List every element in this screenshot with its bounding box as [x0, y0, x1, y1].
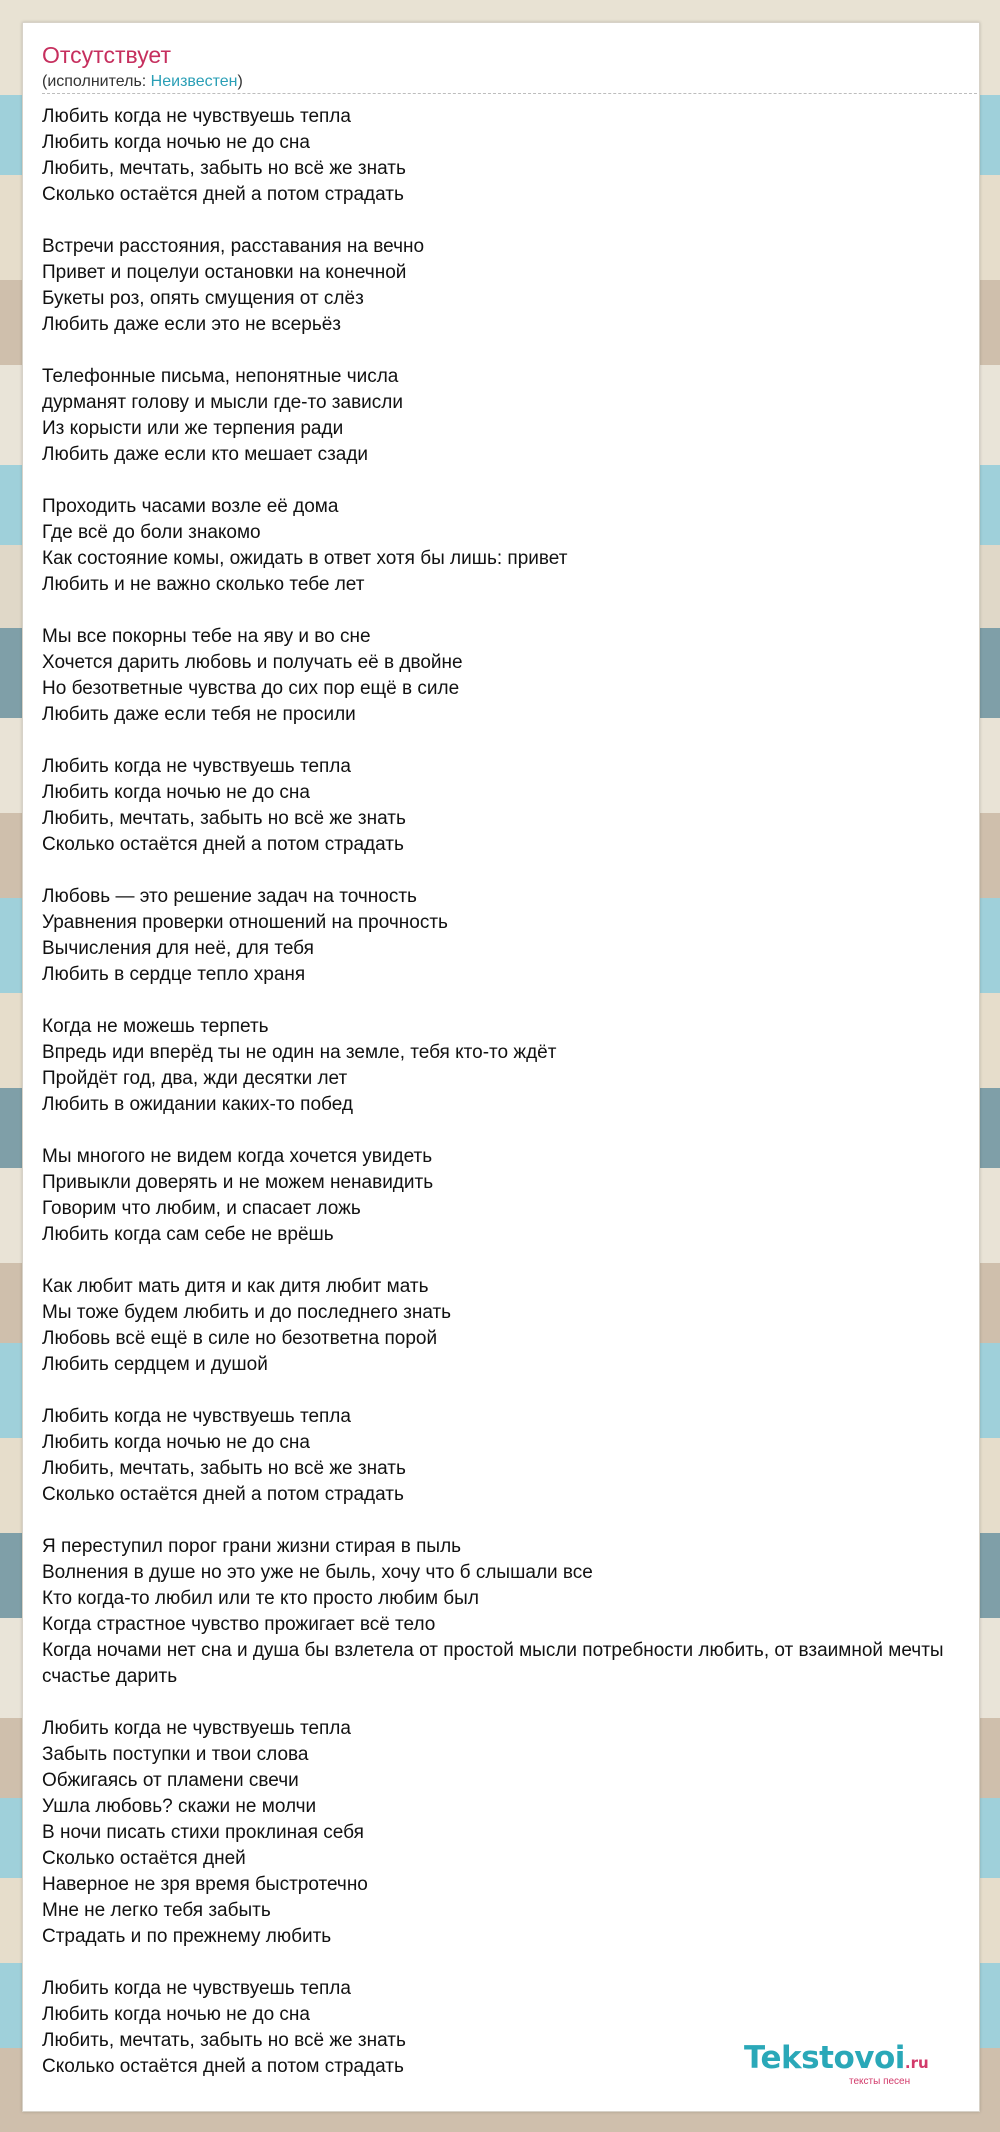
title-separator: [42, 93, 980, 94]
stanza: [42, 1014, 980, 1118]
song-title: Отсутствует: [42, 42, 171, 68]
stanza: [42, 624, 980, 728]
lyric-line: Любить и не важно сколько тебе лет: [42, 574, 365, 595]
lyric-line: Любить когда ночью не до сна: [42, 782, 310, 803]
lyric-line: Любить даже если тебя не просили: [42, 704, 356, 725]
lyric-line: Любить когда не чувствуешь тепла: [42, 1718, 351, 1739]
logo-tld: .ru: [904, 2054, 929, 2072]
lyric-line: Букеты роз, опять смущения от слёз: [42, 288, 364, 309]
lyric-line: Любить, мечтать, забыть но всё же знать: [42, 808, 406, 829]
lyric-line: Любить когда не чувствуешь тепла: [42, 756, 351, 777]
lyric-line: Обжигаясь от пламени свечи: [42, 1770, 299, 1791]
artist-suffix: ): [237, 73, 243, 90]
lyric-line: Любить когда ночью не до сна: [42, 132, 310, 153]
lyric-line: Из корысти или же терпения ради: [42, 418, 344, 439]
lyric-line: Проходить часами возле её дома: [42, 496, 339, 517]
lyric-line: Любить сердцем и душой: [42, 1354, 268, 1375]
artist-prefix: (исполнитель:: [42, 73, 151, 90]
lyric-line: Как любит мать дитя и как дитя любит мать: [42, 1276, 429, 1297]
lyric-line: Как состояние комы, ожидать в ответ хотя бы лишь: привет: [42, 548, 568, 569]
lyric-line: Хочется дарить любовь и получать её в двойне: [42, 652, 463, 673]
lyric-line: Сколько остаётся дней: [42, 1848, 246, 1869]
lyrics-card: [22, 22, 980, 2112]
lyric-line: Но безответные чувства до сих пор ещё в силе: [42, 678, 460, 699]
site-logo[interactable]: [744, 2040, 929, 2087]
stanza: [42, 494, 980, 598]
stanza: [42, 1404, 980, 1508]
stanza: [42, 1144, 980, 1248]
lyric-line: дурманят голову и мысли где-то зависли: [42, 392, 403, 413]
logo-text: Tekstovoi: [744, 2040, 905, 2076]
stanza: [42, 1534, 980, 1690]
lyric-line: Впредь иди вперёд ты не один на земле, тебя кто-то ждёт: [42, 1042, 557, 1063]
lyric-line: Любить когда ночью не до сна: [42, 1432, 310, 1453]
lyric-line: Где всё до боли знакомо: [42, 522, 261, 543]
lyric-line: Волнения в душе но это уже не быль, хочу что б слышали все: [42, 1562, 593, 1583]
lyric-line: Любить, мечтать, забыть но всё же знать: [42, 158, 406, 179]
lyric-line: Говорим что любим, и спасает ложь: [42, 1198, 361, 1219]
stanza: [42, 364, 980, 468]
artist-link[interactable]: Неизвестен: [150, 73, 238, 90]
lyric-line: Любить когда ночью не до сна: [42, 2004, 310, 2025]
stanza: [42, 104, 980, 208]
lyric-line: Вычисления для неё, для тебя: [42, 938, 314, 959]
lyric-line: Наверное не зря время быстротечно: [42, 1874, 368, 1895]
stanza: [42, 1274, 980, 1378]
lyric-line: Когда страстное чувство прожигает всё тело: [42, 1614, 436, 1635]
lyric-line: Телефонные письма, непонятные числа: [42, 366, 399, 387]
lyric-line: Любить, мечтать, забыть но всё же знать: [42, 1458, 406, 1479]
lyric-line: Любить когда не чувствуешь тепла: [42, 106, 351, 127]
lyric-line: Забыть поступки и твои слова: [42, 1744, 309, 1765]
lyric-line: Мы тоже будем любить и до последнего знать: [42, 1302, 452, 1323]
lyric-line: Когда ночами нет сна и душа бы взлетела от простой мысли потребности любить, от взаимной мечты: [42, 1640, 944, 1661]
lyric-line: Любить когда не чувствуешь тепла: [42, 1406, 351, 1427]
lyric-line: Любить когда не чувствуешь тепла: [42, 1978, 351, 1999]
lyric-line: Мы многого не видем когда хочется увидеть: [42, 1146, 433, 1167]
lyric-line: Мы все покорны тебе на яву и во сне: [42, 626, 371, 647]
lyric-line: Мне не легко тебя забыть: [42, 1900, 271, 1921]
lyric-line: Любить когда сам себе не врёшь: [42, 1224, 334, 1245]
lyric-line: Привет и поцелуи остановки на конечной: [42, 262, 407, 283]
lyric-line: Я переступил порог грани жизни стирая в пыль: [42, 1536, 462, 1557]
lyric-line: В ночи писать стихи проклиная себя: [42, 1822, 364, 1843]
artist-line: [42, 73, 243, 91]
lyric-line: Кто когда-то любил или те кто просто любим был: [42, 1588, 479, 1609]
lyric-line: Любить в сердце тепло храня: [42, 964, 306, 985]
lyric-line: Встречи расстояния, расставания на вечно: [42, 236, 425, 257]
lyric-line: Когда не можешь терпеть: [42, 1016, 269, 1037]
lyric-line: Привыкли доверять и не можем ненавидить: [42, 1172, 434, 1193]
lyric-line: Любить, мечтать, забыть но всё же знать: [42, 2030, 406, 2051]
lyric-line: Любить в ожидании каких-то побед: [42, 1094, 353, 1115]
lyric-line: Сколько остаётся дней а потом страдать: [42, 834, 404, 855]
stanza: [42, 754, 980, 858]
lyric-line: Сколько остаётся дней а потом страдать: [42, 1484, 404, 1505]
lyric-line: Любить даже если кто мешает сзади: [42, 444, 369, 465]
lyric-line: Уравнения проверки отношений на прочность: [42, 912, 448, 933]
lyric-line: Любовь всё ещё в силе но безответна порой: [42, 1328, 438, 1349]
lyric-line: Сколько остаётся дней а потом страдать: [42, 2056, 404, 2077]
stanza: [42, 234, 980, 338]
stanza: [42, 1716, 980, 1950]
lyric-line: Сколько остаётся дней а потом страдать: [42, 184, 404, 205]
stanza: [42, 884, 980, 988]
lyric-line: Пройдёт год, два, жди десятки лет: [42, 1068, 348, 1089]
logo-tagline: тексты песен: [849, 2076, 911, 2087]
lyric-line: Любовь — это решение задач на точность: [42, 886, 417, 907]
lyric-line: счастье дарить: [42, 1666, 178, 1687]
lyric-line: Страдать и по прежнему любить: [42, 1926, 332, 1947]
lyric-line: Ушла любовь? скажи не молчи: [42, 1796, 317, 1817]
lyric-line: Любить даже если это не всерьёз: [42, 314, 341, 335]
lyrics-body: [42, 104, 980, 2106]
